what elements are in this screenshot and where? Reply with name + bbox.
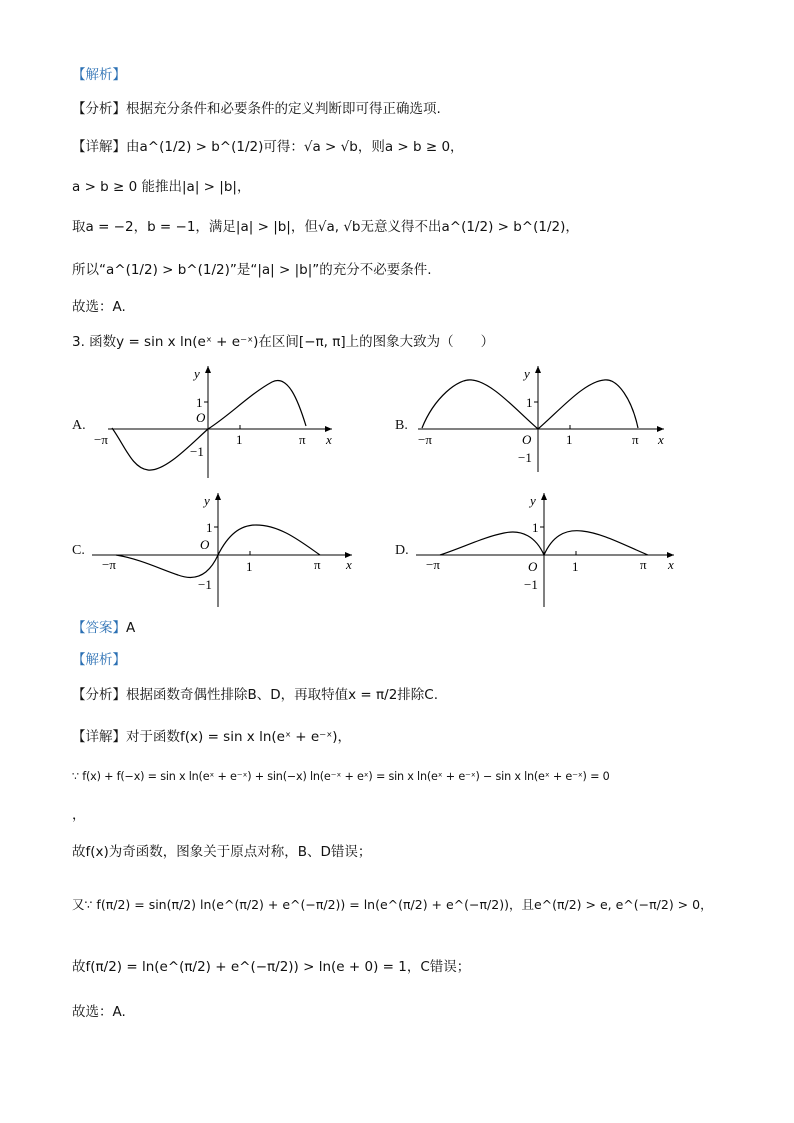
answer-tag: 【答案】 (72, 620, 126, 636)
tick-pi: π (314, 557, 321, 572)
solution-analysis-line (72, 686, 438, 704)
solution-detail-line-2b: ， (72, 807, 86, 823)
tick-neg-one-y: −1 (518, 450, 532, 465)
graph-d (412, 485, 682, 610)
option-d-label: D. (395, 543, 409, 558)
tick-one-x: 1 (246, 559, 253, 574)
solution-detail-line-5: 故f(π/2) = ln(e^(π/2) + e^(−π/2)) > ln(e + 0) = 1，C错误； (72, 959, 471, 975)
choice-line: 故选：A. (72, 299, 126, 315)
solution-analysis-text: 根据函数奇偶性排除B、D，再取特值x = π/2排除C. (126, 687, 439, 703)
axis-y: y (530, 493, 536, 508)
option-a-label: A. (72, 418, 86, 433)
tick-neg-pi: −π (102, 557, 116, 572)
analysis-tag: 【解析】 (72, 67, 126, 83)
detail-text-1: 由a^(1/2) > b^(1/2)可得：√a > √b，则a > b ≥ 0， (126, 139, 464, 155)
solution-detail-line-3: 故f(x)为奇函数，图象关于原点对称，B、D错误； (72, 844, 372, 860)
origin-label: O (196, 410, 206, 425)
tick-neg-pi: −π (418, 432, 432, 447)
analysis-line (72, 100, 441, 118)
solution-detail-line-2: ∵ f(x) + f(−x) = sin x ln(eˣ + e⁻ˣ) + sin(−x) ln(e⁻ˣ + eˣ) = sin x ln(eˣ + e⁻ˣ) − sin x ln(eˣ + e⁻ˣ) = 0 (72, 770, 610, 783)
analysis-subtag: 【分析】 (72, 101, 126, 117)
answer-value: A (126, 620, 136, 636)
axis-x: x (658, 432, 664, 447)
tick-one-y: 1 (526, 395, 533, 410)
tick-neg-pi: −π (94, 432, 108, 447)
tick-pi: π (632, 432, 639, 447)
graph-a (90, 360, 350, 485)
question-stem: 3. 函数y = sin x ln(eˣ + e⁻ˣ)在区间[−π, π]上的图象大致为（ ） (72, 334, 495, 350)
tick-pi: π (299, 432, 306, 447)
graph-b (412, 360, 672, 485)
tick-pi: π (640, 557, 647, 572)
solution-analysis-subtag: 【分析】 (72, 687, 126, 703)
solution-detail-line-1 (72, 728, 351, 746)
tick-neg-one-y: −1 (198, 577, 212, 592)
tick-one-x: 1 (572, 559, 579, 574)
tick-one-x: 1 (236, 432, 243, 447)
solution-detail-line-4: 又∵ f(π/2) = sin(π/2) ln(e^(π/2) + e^(−π/2)) = ln(e^(π/2) + e^(−π/2))，且e^(π/2) > e, e^(−π/2) > 0， (72, 897, 713, 912)
tick-one-y: 1 (532, 520, 539, 535)
tick-one-x: 1 (566, 432, 573, 447)
origin-label: O (528, 559, 538, 574)
axis-y: y (194, 366, 200, 381)
analysis-text: 根据充分条件和必要条件的定义判断即可得正确选项. (126, 101, 441, 117)
tick-one-y: 1 (196, 395, 203, 410)
axis-x: x (326, 432, 332, 447)
tick-neg-one-y: −1 (190, 444, 204, 459)
solution-detail-tag: 【详解】 (72, 729, 126, 745)
axis-y: y (524, 366, 530, 381)
detail-tag: 【详解】 (72, 139, 126, 155)
option-b-label: B. (395, 418, 408, 433)
detail-line-4: 所以“a^(1/2) > b^(1/2)”是“|a| > |b|”的充分不必要条件. (72, 262, 432, 278)
origin-label: O (200, 537, 210, 552)
detail-line-1 (72, 138, 464, 156)
solution-detail-text-1: 对于函数f(x) = sin x ln(eˣ + e⁻ˣ)， (126, 729, 352, 745)
axis-x: x (668, 557, 674, 572)
detail-line-3: 取a = −2，b = −1，满足|a| > |b|，但√a, √b无意义得不出a^(1/2) > b^(1/2)， (72, 219, 579, 235)
origin-label: O (522, 432, 532, 447)
detail-line-2: a > b ≥ 0 能推出|a| > |b|， (72, 179, 251, 195)
tick-neg-pi: −π (426, 557, 440, 572)
graph-c (90, 485, 360, 610)
tick-neg-one-y: −1 (524, 577, 538, 592)
solution-analysis-tag: 【解析】 (72, 652, 126, 668)
tick-one-y: 1 (206, 520, 213, 535)
solution-choice-line: 故选：A. (72, 1004, 126, 1020)
axis-x: x (346, 557, 352, 572)
option-c-label: C. (72, 543, 85, 558)
answer-line (72, 619, 135, 637)
axis-y: y (204, 493, 210, 508)
